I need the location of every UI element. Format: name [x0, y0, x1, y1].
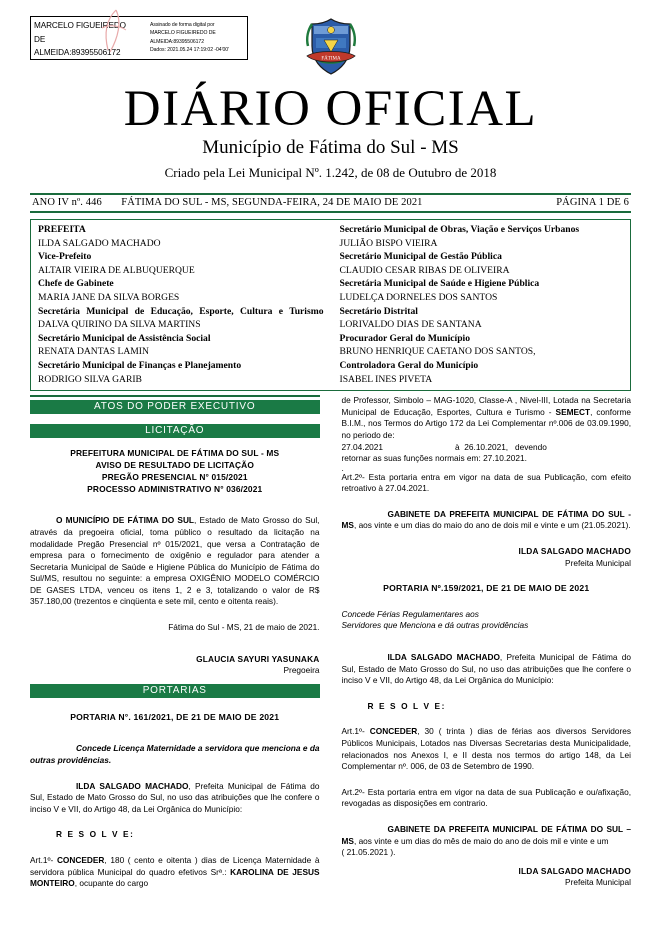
portaria-159-article-2: Art.2º- Esta portaria entra em vigor na data de sua Publicação e ou/afixação, revogadas as disposições em contrario. [341, 786, 631, 809]
portaria-161-resolve: R E S O L V E: [56, 829, 135, 840]
masthead-subtitle: Município de Fátima do Sul - MS [202, 137, 459, 158]
masthead-law-reference: Criado pela Lei Municipal Nº. 1.242, de 08 de Outubro de 2018 [164, 165, 497, 180]
official-role: Chefe de Gabinete [38, 278, 114, 290]
licitacao-heading-line-2: AVISO DE RESULTADO DE LICITAÇÃO [95, 459, 254, 470]
official-person: MARIA JANE DA SILVA BORGES [38, 291, 180, 303]
section-ribbon-atos: ATOS DO PODER EXECUTIVO [30, 400, 320, 414]
licitacao-signer-role: Pregoeira [283, 665, 320, 676]
official-role: Secretária Municipal de Saúde e Higiene Pública [339, 278, 540, 290]
portaria-161-ementa: Concede Licença Maternidade a servidora que menciona e da outras providências. [30, 743, 320, 766]
portaria-159-closing-bold: GABINETE DA PREFEITA MUNICIPAL DE FÁTIMA DO SUL – MS [341, 823, 631, 846]
signature-name-line-3: ALMEIDA:89395506172 [34, 48, 121, 57]
portaria-159-ementa-line-1: Concede Férias Regulamentares aos [341, 608, 479, 619]
portaria-161-period-sep: à [455, 441, 460, 452]
portaria-161-return-line: retornar as suas funções normais em: 27.10.2021. [341, 453, 527, 464]
portaria-159-signer-name: ILDA SALGADO MACHADO [518, 865, 631, 876]
officials-column-right [331, 223, 631, 386]
signature-detail-line-1: Assinado de forma digital por [150, 22, 215, 28]
portaria-161-preamble-rest: , Prefeita Municipal de Fátima do Sul, Estado de Mato Grosso do Sul, no uso das atribuições que lhe confere o inciso V e VII, do Artigo 48, da Lei Orgânica do Município: [30, 780, 320, 814]
portaria-159-resolve: R E S O L V E: [367, 700, 446, 711]
signature-detail-line-3: ALMEIDA:89395506172 [150, 38, 204, 45]
signature-name-line-1: MARCELO FIGUEIREDO [34, 21, 126, 30]
portaria-161-period-end: 26.10.2021, [464, 441, 509, 452]
signature-detail-line-4: Dados: 2021.05.24 17:19:02 -04'00' [150, 47, 229, 54]
official-role: Secretário Municipal de Assistência Social [38, 332, 211, 344]
official-person: DALVA QUIRINO DA SILVA MARTINS [38, 319, 201, 331]
portaria-161-closing [342, 509, 632, 532]
official-person: RENATA DANTAS LAMIN [38, 346, 149, 358]
official-person: ISABEL INES PIVETA [339, 373, 433, 385]
official-role: Procurador Geral do Município [339, 332, 470, 344]
official-role: Secretário Distrital [339, 305, 418, 317]
portaria-159-article-1 [342, 726, 632, 772]
licitacao-heading-line-3: PREGÃO PRESENCIAL N° 015/2021 [101, 471, 248, 482]
portaria-161-preamble-name: ILDA SALGADO MACHADO [76, 780, 189, 791]
official-person: RODRIGO SILVA GARIB [38, 373, 142, 385]
licitacao-body-lead: O MUNICÍPIO DE FÁTIMA DO SUL [56, 515, 194, 526]
content-columns [30, 395, 631, 890]
portaria-161-preamble [30, 781, 320, 816]
licitacao-body-rest: , Estado de Mato Grosso do Sul, através da pregoeira oficial, toma público o resultado da licitação na modalidade Pregão Presencial nº 015/2021, que versa a Contratação de empresa para o fornecimento de oxigênio e regulador para atender a Secretaria Municipal de Saúde e Higiene Pública do Município de Fátima do Sul/MS, resultou no seguinte: a empresa OXIGÊNIO MODELO COMÉRCIO DE GASES LTDA, venceu os itens 1, 2 e 3, totalizando o valor de R$ 357.180,00 (trezentos e cinqüenta e sete mil, cento e oitenta reais). [30, 515, 320, 607]
portaria-159-closing-date: ( 21.05.2021 ). [341, 847, 396, 858]
officials-box [30, 219, 631, 391]
licitacao-heading-line-1: PREFEITURA MUNICIPAL DE FÁTIMA DO SUL - MS [70, 448, 280, 459]
section-rule [30, 395, 320, 397]
content-column-left [30, 395, 331, 890]
svg-text:FÁTIMA: FÁTIMA [320, 56, 341, 62]
portaria-159-preamble-rest: , Prefeita Municipal de Fátima do Sul, Estado de Mato Grosso do Sul, no uso das atribuições que lhe confere o inciso V e VII, do Artigo 48, da Lei Orgânica do Município: [341, 652, 632, 686]
portaria-161-cont-head: de Professor, Simbolo – MAG-1020, Classe-A , Nivel-III, Lotada na Secretaria Municipal de Educação, Esportes, Cultura e Turismo - [341, 395, 631, 417]
official-role: Secretário Municipal de Obras, Viação e Serviços Urbanos [339, 224, 580, 235]
portaria-161-period-line [342, 442, 632, 454]
portaria-161-signer-role: Prefeita Municipal [565, 557, 631, 568]
portaria-161-title: PORTARIA N°. 161/2021, DE 21 DE MAIO DE 2021 [70, 711, 280, 722]
official-person: ALTAIR VIEIRA DE ALBUQUERQUE [38, 264, 195, 276]
official-person: LUDELÇA DORNELES DOS SANTOS [339, 291, 498, 303]
portaria-161-signer-name: ILDA SALGADO MACHADO [518, 546, 631, 557]
signature-detail-line-2: MARCELO FIGUEIREDO DE [150, 30, 216, 37]
digital-signature-stamp [30, 16, 248, 60]
portaria-159-art1-prefix: Art.1º- [341, 726, 370, 737]
portaria-161-art1-tail: , ocupante do cargo [74, 878, 149, 889]
official-role: Secretário Municipal de Gestão Pública [339, 251, 502, 263]
section-ribbon-licitacao: LICITAÇÃO [30, 424, 320, 438]
portaria-161-art1-text: , 180 ( cento e oitenta ) dias de Licença Maternidade à servidora pública Municipal do quadro efetivos Srª.: [30, 855, 320, 877]
official-person: ILDA SALGADO MACHADO [38, 237, 161, 249]
portaria-159-closing-rest: , aos vinte e um dias do mês de maio do ano de dois mil e vinte e um [353, 835, 609, 846]
portaria-161-cont-semect: SEMECT [555, 406, 591, 417]
portaria-161-dot: . [341, 462, 344, 473]
portaria-161-art1-servant: KAROLINA DE JESUS MONTEIRO [30, 866, 320, 889]
licitacao-heading [30, 448, 320, 495]
licitacao-signer-name: GLAUCIA SAYURI YASUNAKA [196, 653, 320, 664]
section-ribbon-portarias: PORTARIAS [30, 684, 320, 698]
official-role: Secretária Municipal de Educação, Esporte, Cultura e Turismo [38, 305, 324, 317]
portaria-161-closing-rest: , aos vinte e um dias do maio do ano de dois mil e vinte e um (21.05.2021). [353, 520, 631, 531]
issue-year-number: ANO IV nº. 446 [32, 197, 102, 208]
portaria-161-closing-bold: GABINETE DA PREFEITA MUNICIPAL DE FÁTIMA DO SUL - MS [341, 508, 631, 531]
portaria-161-period-start: 27.04.2021 [341, 441, 384, 452]
licitacao-body [30, 515, 320, 608]
signature-detail-block [147, 17, 247, 59]
portaria-159-preamble-name: ILDA SALGADO MACHADO [387, 652, 500, 663]
official-role: Secretário Municipal de Finanças e Planejamento [38, 359, 242, 371]
portaria-159-art1-verb: CONCEDER [369, 726, 418, 737]
official-person: LORIVALDO DIAS DE SANTANA [339, 319, 482, 331]
signature-name-block [31, 17, 147, 59]
portaria-161-article-2: Art.2º- Esta portaria entra em vigor na data de sua Publicação, com efeito retroativo à 27.04.2021. [341, 471, 631, 494]
portaria-159-title: PORTARIA Nº.159/2021, DE 21 DE MAIO DE 2021 [383, 583, 590, 594]
portaria-159-ementa-line-2: Servidores que Menciona e dá outras providências [341, 620, 529, 631]
portaria-159-closing [342, 824, 632, 847]
official-person: CLAUDIO CESAR RIBAS DE OLIVEIRA [339, 264, 510, 276]
portaria-161-art1-prefix: Art.1º- [30, 855, 57, 865]
page-title: DIÁRIO OFICIAL [123, 81, 538, 137]
signature-name-line-2: DE [34, 34, 46, 44]
portaria-161-continuation [342, 395, 632, 441]
licitacao-dateline: Fátima do Sul - MS, 21 de maio de 2021. [168, 622, 320, 633]
officials-column-left [31, 223, 331, 386]
official-person: JULIÃO BISPO VIEIRA [339, 237, 438, 249]
portaria-161-article-1 [30, 855, 320, 890]
issue-bar-left [32, 197, 423, 208]
issue-bar [30, 193, 631, 213]
portaria-159-art1-text: , 30 ( trinta ) dias de férias aos diversos Servidores Públicos Municipais, Lotados nas Diversas Secretarias desta Municipalidade, relacionados nos Anexos I, e II desta nos termos do artigo 148, da Lei Complementar nº. 006, de 03 de Setembro de 1990. [341, 726, 631, 772]
portaria-161-cont-mid: , conforme B.I.M., nos Termos do Artigo 172 da Lei Complementar nº.006 de 03.09.1990, no periodo de: [341, 406, 631, 440]
issue-place-date: FÁTIMA DO SUL - MS, SEGUNDA-FEIRA, 24 DE MAIO DE 2021 [121, 197, 423, 208]
content-column-right [331, 395, 632, 890]
page-indicator: PÁGINA 1 DE 6 [556, 197, 629, 208]
portaria-159-signer-role: Prefeita Municipal [565, 877, 631, 888]
licitacao-heading-line-4: PROCESSO ADMINISTRATIVO N° 036/2021 [87, 483, 263, 494]
official-person: BRUNO HENRIQUE CAETANO DOS SANTOS, [339, 346, 536, 358]
municipal-coat-of-arms-icon [304, 16, 358, 78]
official-role: Vice-Prefeito [38, 251, 92, 263]
official-role: Controladora Geral do Município [339, 359, 479, 371]
portaria-161-art1-verb: CONCEDER [56, 855, 105, 865]
official-role: PREFEITA [38, 224, 86, 235]
portaria-159-preamble [342, 652, 632, 687]
portaria-161-period-tail: devendo [515, 441, 547, 452]
